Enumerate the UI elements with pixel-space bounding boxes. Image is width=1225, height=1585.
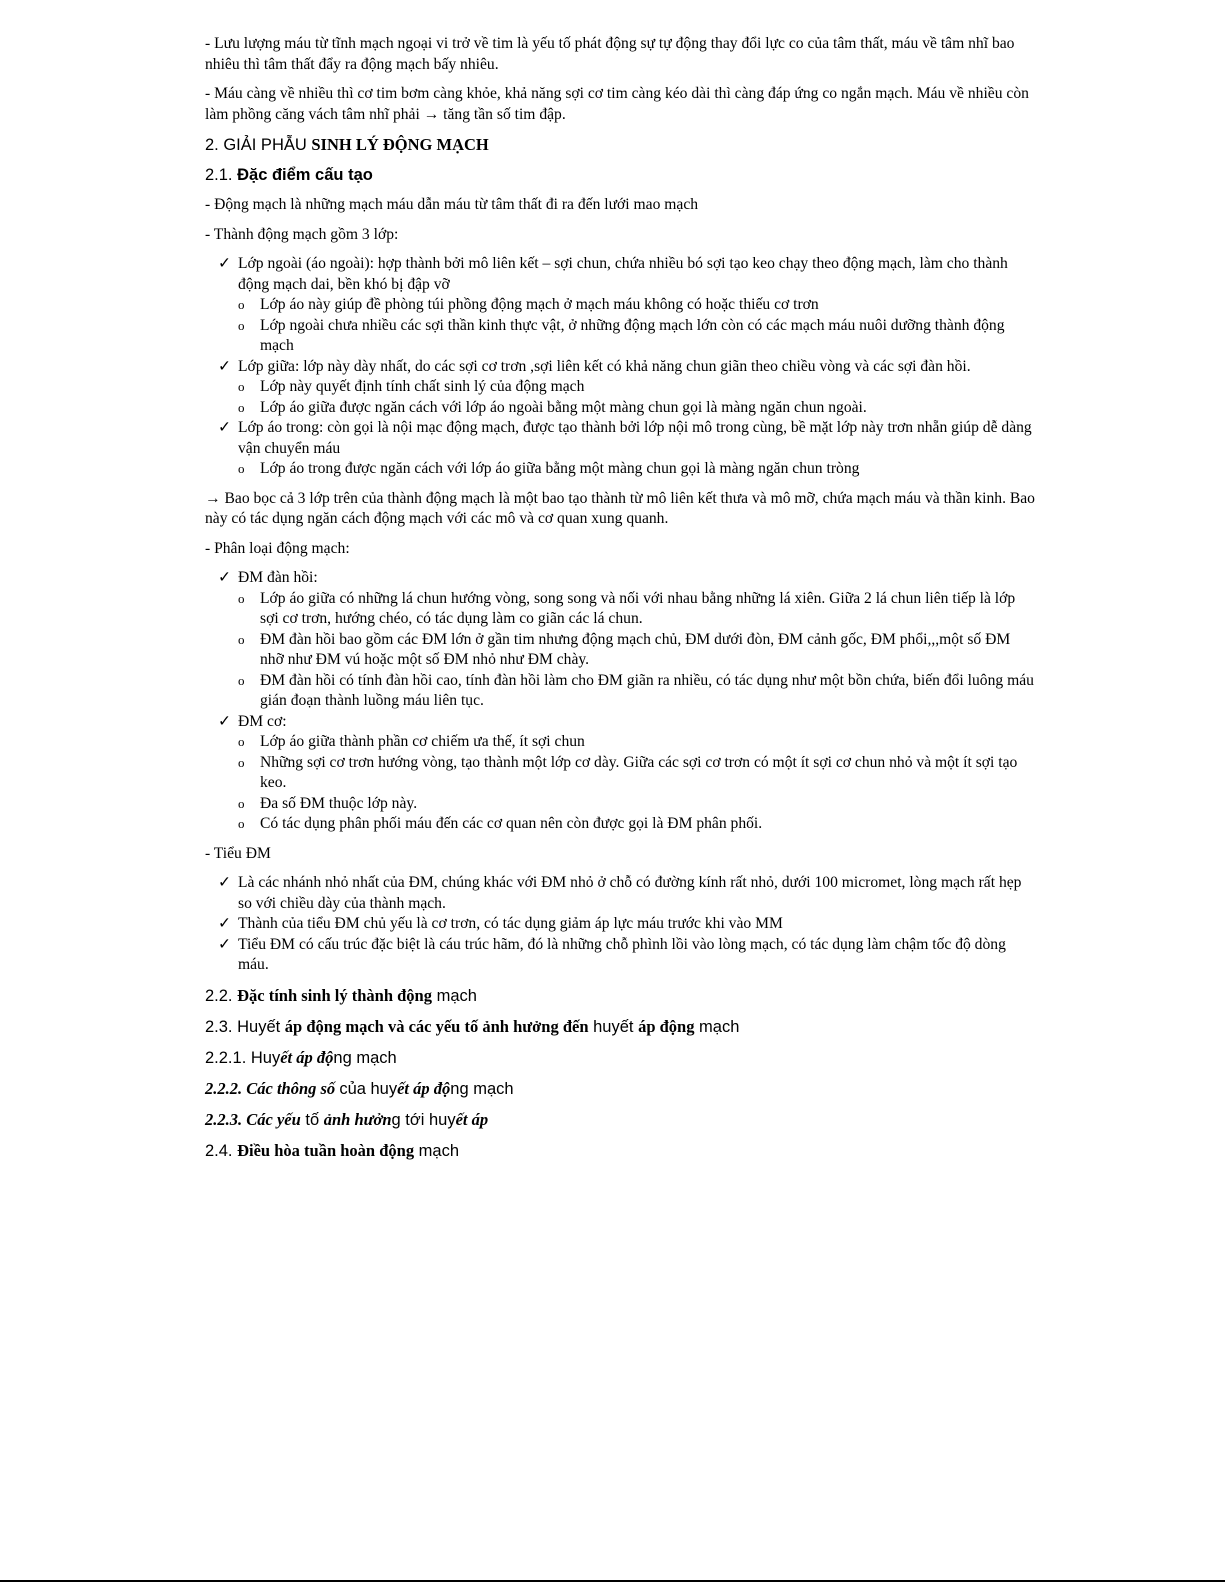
circle-bullet-icon: o bbox=[238, 754, 245, 770]
paragraph-outer-sheath: → Bao bọc cả 3 lớp trên của thành động mạch là một bao tạo thành từ mô liên kết thưa và mô mỡ, chứa mạch máu và thần kinh. Bao này có tác dụng ngăn cách động mạch với các mô và cơ quan xung quanh. bbox=[205, 489, 1035, 527]
list-item-text: Lớp áo giữa có những lá chun hướng vòng, song song và nối với nhau bằng những lá xiên. Giữa 2 lá chun liên tiếp là lớp sợi cơ trơn, hướng chéo, có tác dụng làm co giãn các lá chun. bbox=[260, 589, 1016, 627]
document-page bbox=[205, 34, 1035, 1171]
heading-section-2-2-1 bbox=[205, 1047, 1035, 1069]
circle-bullet-icon: o bbox=[238, 461, 245, 476]
heading-text: tố bbox=[300, 1110, 324, 1129]
list-item-text: Lớp áo này giúp đề phòng túi phồng động mạch ở mạch máu không có hoặc thiếu cơ trơn bbox=[260, 296, 819, 313]
list-item bbox=[205, 914, 1035, 935]
check-icon: ✓ bbox=[218, 569, 232, 586]
artery-classification: - Phân loại động mạch: bbox=[205, 539, 350, 557]
heading-text: huyết bbox=[588, 1017, 639, 1036]
list-item bbox=[238, 589, 1035, 630]
heading-number: 2.2. bbox=[205, 986, 238, 1005]
circle-bullet-icon: o bbox=[238, 317, 245, 333]
check-icon: ✓ bbox=[218, 915, 232, 932]
list-item bbox=[205, 418, 1035, 480]
check-icon: ✓ bbox=[218, 935, 232, 953]
list-item-text: Lớp ngoài chưa nhiều các sợi thần kinh thực vật, ở những động mạch lớn còn có các mạch máu nuôi dưỡng thành động mạch bbox=[260, 316, 1005, 354]
wall-layers-list bbox=[205, 254, 1035, 480]
list-item bbox=[205, 712, 1035, 835]
list-item-text: Lớp này quyết định tính chất sinh lý của động mạch bbox=[260, 378, 585, 395]
list-item-text: Lớp áo giữa được ngăn cách với lớp áo ngoài bằng một màng chun gọi là màng ngăn chun ngoài. bbox=[260, 398, 867, 416]
check-icon: ✓ bbox=[218, 419, 232, 436]
heading-text: ết áp độ bbox=[397, 1078, 451, 1098]
list-item bbox=[238, 753, 1035, 794]
heading-number: 2. GIẢI PHẪU bbox=[205, 136, 312, 154]
list-item bbox=[238, 630, 1035, 671]
list-item bbox=[238, 459, 1035, 480]
check-icon: ✓ bbox=[218, 874, 232, 891]
list-item bbox=[205, 254, 1035, 357]
heading-text: SINH LÝ ĐỘNG MẠCH bbox=[311, 135, 489, 154]
heading-text: áp động mạch và các yếu tố ảnh hưởng đến bbox=[284, 1016, 589, 1036]
artery-types-list bbox=[205, 568, 1035, 835]
list-item bbox=[238, 316, 1035, 357]
heading-text: mạch bbox=[414, 1141, 460, 1160]
sub-list bbox=[238, 459, 1035, 480]
list-item bbox=[238, 377, 1035, 398]
circle-bullet-icon: o bbox=[238, 590, 245, 606]
list-item-text: ĐM đàn hồi có tính đàn hồi cao, tính đàn hồi làm cho ĐM giãn ra nhiều, có tác dụng như một bồn chứa, biến đổi luông máu gián đoạn thành luồng máu liên tục. bbox=[260, 671, 1034, 709]
list-item-text: Thành của tiểu ĐM chủ yếu là cơ trơn, có tác dụng giảm áp lực máu trước khi vào MM bbox=[238, 915, 783, 932]
heading-section-2-1 bbox=[205, 165, 1035, 186]
circle-bullet-icon: o bbox=[238, 631, 245, 647]
list-item-text: Đa số ĐM thuộc lớp này. bbox=[260, 794, 418, 812]
heading-text: áp động bbox=[638, 1016, 695, 1036]
circle-bullet-icon: o bbox=[238, 297, 245, 312]
heading-text: ng mạch bbox=[450, 1079, 514, 1098]
heading-text: ết áp bbox=[455, 1109, 489, 1129]
arteriole-list bbox=[205, 873, 1035, 976]
check-icon: ✓ bbox=[218, 357, 232, 375]
list-item-text: Có tác dụng phân phối máu đến các cơ quan nên còn được gọi là ĐM phân phối. bbox=[260, 815, 763, 832]
sub-list bbox=[238, 732, 1035, 835]
heading-text: 2.3. Huyết bbox=[205, 1017, 285, 1036]
list-item bbox=[238, 794, 1035, 815]
artery-definition: - Động mạch là những mạch máu dẫn máu từ tâm thất đi ra đến lưới mao mạch bbox=[205, 196, 699, 213]
heading-text: mạch bbox=[694, 1017, 740, 1036]
heading-text: g tới bbox=[391, 1110, 425, 1129]
list-item bbox=[205, 873, 1035, 914]
circle-bullet-icon: o bbox=[238, 672, 245, 688]
sub-list bbox=[238, 377, 1035, 418]
heading-text: 2.2.3. Các yếu bbox=[205, 1109, 301, 1129]
list-item-text: ĐM đàn hồi: bbox=[238, 569, 318, 586]
list-item bbox=[238, 295, 1035, 316]
list-item bbox=[205, 568, 1035, 712]
heading-number: 2.1. bbox=[205, 166, 238, 184]
sub-list bbox=[238, 295, 1035, 357]
heading-section-2-3 bbox=[205, 1016, 1035, 1038]
circle-bullet-icon: o bbox=[238, 795, 245, 811]
heading-text: 2.2.1. Huy bbox=[205, 1048, 281, 1067]
heading-text: Điều hòa tuần hoàn động bbox=[237, 1140, 415, 1160]
heading-section-2-2 bbox=[205, 985, 1035, 1007]
paragraph-venous-return: - Lưu lượng máu từ tĩnh mạch ngoại vi trở về tim là yếu tố phát động sự tự động thay đổi lực co của tâm thất, máu về tâm nhĩ bao nhiêu thì tâm thất đẩy ra động mạch bấy nhiêu. bbox=[205, 35, 1015, 73]
heading-section-2-4 bbox=[205, 1140, 1035, 1162]
circle-bullet-icon: o bbox=[238, 734, 245, 749]
heading-section-2-2-2 bbox=[205, 1078, 1035, 1100]
list-item-text: Lớp áo giữa thành phần cơ chiếm ưa thế, ít sợi chun bbox=[260, 733, 585, 750]
arteriole-heading: - Tiểu ĐM bbox=[205, 844, 271, 862]
heading-text: Đặc điểm cấu tạo bbox=[237, 166, 373, 184]
heading-text: mạch bbox=[431, 986, 477, 1005]
paragraph-heart-pump: - Máu càng về nhiều thì cơ tim bơm càng khỏe, khả năng sợi cơ tim càng kéo dài thì càng đáp ứng co ngắn mạch. Máu về nhiều còn làm phồng căng vách tâm nhĩ phải → tăng tần số tim đập. bbox=[205, 85, 1029, 123]
heading-text: ảnh hưởn bbox=[323, 1109, 392, 1129]
list-item-text: Là các nhánh nhỏ nhất của ĐM, chúng khác với ĐM nhỏ ở chỗ có đường kính rất nhỏ, dưới 100 micromet, lòng mạch rất hẹp so với chiều dày của thành mạch. bbox=[238, 874, 1022, 912]
artery-wall-intro: - Thành động mạch gồm 3 lớp: bbox=[205, 225, 399, 243]
list-item-text: Lớp giữa: lớp này dày nhất, do các sợi cơ trơn ,sợi liên kết có khả năng chun giãn theo chiều vòng và các sợi đàn hồi. bbox=[238, 357, 971, 375]
list-item-text: ĐM cơ: bbox=[238, 712, 287, 730]
list-item-text: Lớp áo trong: còn gọi là nội mạc động mạch, được tạo thành bởi lớp nội mô trong cùng, bề mặt lớp này trơn nhẵn giúp dễ dàng vận chuyển máu bbox=[238, 419, 1032, 457]
list-item-text: Những sợi cơ trơn hướng vòng, tạo thành một lớp cơ dày. Giữa các sợi cơ trơn có một ít sợi cơ chun nhỏ và một ít sợi tạo keo. bbox=[260, 753, 1018, 791]
list-item bbox=[205, 357, 1035, 419]
heading-text: 2.2.2. Các thông số bbox=[205, 1078, 340, 1098]
check-icon: ✓ bbox=[218, 255, 232, 272]
heading-text: huy bbox=[365, 1079, 398, 1098]
list-item bbox=[238, 398, 1035, 419]
check-icon: ✓ bbox=[218, 712, 232, 730]
heading-section-2-2-3 bbox=[205, 1109, 1035, 1131]
heading-number: 2.4. bbox=[205, 1141, 238, 1160]
heading-text: huy bbox=[424, 1110, 456, 1129]
circle-bullet-icon: o bbox=[238, 399, 245, 415]
heading-section-2 bbox=[205, 134, 1035, 156]
list-item bbox=[205, 935, 1035, 976]
page-bottom-rule bbox=[0, 1580, 1225, 1582]
heading-text: của bbox=[339, 1079, 366, 1098]
list-item-text: Tiểu ĐM có cấu trúc đặc biệt là cáu trúc hãm, đó là những chỗ phình lồi vào lòng mạch, có tác dụng làm chậm tốc độ dòng máu. bbox=[238, 935, 1006, 973]
list-item-text: Lớp áo trong được ngăn cách với lớp áo giữa bằng một màng chun gọi là màng ngăn chun tròng bbox=[260, 460, 860, 477]
list-item-text: Lớp ngoài (áo ngoài): hợp thành bởi mô liên kết – sợi chun, chứa nhiều bó sợi tạo keo chạy theo động mạch, làm cho thành động mạch dai, bền khó bị đập vỡ bbox=[238, 255, 1008, 293]
list-item bbox=[238, 671, 1035, 712]
circle-bullet-icon: o bbox=[238, 816, 245, 831]
list-item bbox=[238, 732, 1035, 753]
list-item-text: ĐM đàn hồi bao gồm các ĐM lớn ở gần tim nhưng động mạch chủ, ĐM dưới đòn, ĐM cảnh gốc, ĐM phổi,,,một số ĐM nhỡ như ĐM vú hoặc một số ĐM nhỏ như ĐM chày. bbox=[260, 630, 1011, 668]
heading-text: Đặc tính sinh lý thành động bbox=[237, 985, 432, 1005]
heading-text: ng mạch bbox=[333, 1048, 397, 1067]
sub-list bbox=[238, 589, 1035, 712]
circle-bullet-icon: o bbox=[238, 379, 245, 394]
list-item bbox=[238, 814, 1035, 835]
heading-text: ết áp độ bbox=[280, 1047, 334, 1067]
